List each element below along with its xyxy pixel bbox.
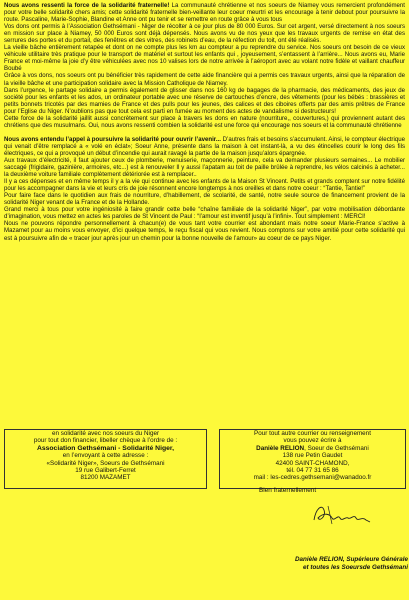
- contact-address: 138 rue Petin Gaudet: [282, 452, 343, 460]
- paragraph-call: Nous avons entendu l’appel à poursuivre la solidarité pour ouvrir l’avenir... D’autres frais et besoins s’accumulent. Ainsi, le compteur électrique qui venait d’être remplacé a « volé en éclat»; Soeur Anne, présente dans la maison à cet instant-là, a vu des étincelles courir le long des fils électriques, ce qui a provoqué un début d’incendie qui aurait ravagé la partie de la maison jusqu’alors épargnée.: [4, 135, 405, 157]
- contact-name: Danièle RELION: [256, 444, 305, 452]
- contact-email: mail : les-cedres.gethsemani@wanadoo.fr: [253, 474, 372, 482]
- paragraph-vehicle: La vieille bâche entièrement retapée et dont on ne compte plus les km au compteur a pu reprendre du service. Nos soeurs ont besoin de ce vieux véhicule utilitaire très pratique pour le transport de matériel et surtout les enfants qui , joyeusement, s’entassent à l’arrière... Nous avons eu, Marie France et moi-même la joie d’y être véhiculées avec nos 10 valises lors de notre arrivée à l’aéroport avec au volant notre fidèle et vaillant chauffeur Boubé: [4, 44, 405, 73]
- donation-address: 19 rue Galibert-Ferret: [75, 467, 136, 475]
- paragraph-thanks: Grand merci à tous pour votre ingéniosité à faire grandir cette belle “chaîne familiale de la solidarité Niger”, par votre mobilisation débordante d’imagination, vous mettez en actes les paroles de St Vincent de Paul : “l’amour est inventif jusqu’à l’infini». Tout simplement : MERCI!: [4, 206, 405, 221]
- donation-line: en l’envoyant à cette adresse :: [62, 452, 149, 460]
- paragraph-in-kind: Cette force de la solidarité jaillit aussi concrètement sur place à travers les dons en nature (nourriture,, couvertures,) qui proviennent autant des chrétiens que des musulmans. Oui, nous avons ressenti combien la solidarité est une force qui encourage nos soeurs et la communauté chrétienne: [4, 114, 405, 129]
- signature-org: et toutes les Soeursde Gethsémani: [303, 563, 408, 571]
- paragraph-funding: Pour faire face dans le quotidien aux frais de nourriture, d’habillement, de scolarité, de santé, notre seule source de financement provient de la solidarité Niger venant de la France et de la Hollande.: [4, 192, 405, 207]
- donation-city: 81200 MAZAMET: [80, 474, 131, 482]
- contact-line: vous pouvez écrire à: [283, 437, 342, 445]
- contact-city: 42400 SAINT-CHAMOND,: [275, 459, 350, 467]
- association-name: Association Gethsémani - Solidarité Niger,: [36, 444, 175, 452]
- paragraph-luggage: Dans l’urgence, le partage solidaire a permis également de glisser dans nos 160 kg de bagages de la pharmacie, des médicaments, des jeux de société pour les enfants et les ados, un ordinateur portable avec une réserve de cartouches d’encre, des vêtements (pour les bébés : brassières et petits bonnets tricotés par des mamies de France et des pulls pour les jeunes, des calices et des ciboires offerts par des amis prêtres de France pour l’Eglise du Niger. N’oublions pas que tout cela est parti en fumée au moment des actes de vandalisme si destructeurs!: [4, 86, 405, 115]
- donation-line: en solidarité avec nos soeurs du Niger: [51, 430, 160, 437]
- signoff: [208, 556, 408, 572]
- contact-name-line: Danièle RELION, Soeur de Gethsémani: [256, 444, 369, 452]
- donation-line: pour tout don financier, libeller chèque à l’ordre de :: [33, 437, 178, 445]
- paragraph-aid: Grâce à vos dons, nos soeurs ont pu bénéficier très rapidement de cette aide financière qui a permis ces travaux urgents, ainsi que la réparation de la vieille bâche et une participation solidaire avec la Mission Catholique de Niamey.: [4, 72, 405, 87]
- paragraph-children: Il y a ces dépenses et en même temps il y a la vie qui continue avec les enfants de la Maison St Vincent. Petits et grands comptent sur notre fidélité pour les accompagner dans la vie et leurs cris de joie résonnent encore longtemps à nos oreilles et dans notre coeur : “Tantie, Tantie!”: [4, 178, 405, 193]
- paragraph-donations: Vos dons ont permis à l’Association Gethsémani - Niger de récolter à ce jour plus de 80 000 Euros. Sur cet argent, versé directement à nos soeurs en mission sur place à Niamey, 50 000 Euros sont déjà dépensés. Nous avons vu de nos yeux que les travaux urgents de remise en état des serrures des portes et du portail, des fenêtres et des vitres, des robinets d’eau, de la réfection du toit, ont été réalisés.: [4, 23, 405, 45]
- donation-box: [4, 429, 207, 489]
- contact-box: [219, 429, 406, 489]
- section-heading-solidarity: Nous avons ressenti la force de la solidarité fraternelle!: [4, 2, 170, 9]
- section-heading-future: Nous avons entendu l’appel à poursuivre la solidarité pour ouvrir l’avenir...: [4, 135, 221, 143]
- paragraph-mail: Nous ne pouvons répondre personnellement à chacun(e) de vous tant votre courrier est abondant mais notre soeur Marie-France s’active à Mazamet pour au moins vous envoyer, d’ici quelque temps, le reçu fiscal qui vous revient. Nous comptons sur votre amitié pour cette solidarité qui est à poursuivre afin de « tracer jour après jour un chemin pour la bonne nouvelle de l’amour» au coeur de ce pays Niger.: [4, 220, 405, 242]
- paragraph-works: Aux travaux d’électricité, il faut ajouter ceux de plomberie, menuiserie, maçonnerie, peinture, cela va demander plusieurs semaines... Le mobilier saccagé (frigidaire, gazinière, armoires, etc...) est à renouveler Il y aussi l’apatam au toit de paille brûlée à reprendre, les vélos calcinés à acheter... la deuxième voiture familiale complètement détériorée est à remplacer..: [4, 156, 405, 179]
- donation-line: «Solidarité Niger», Soeurs de Gethsémani: [46, 459, 165, 467]
- signature-name: Danièle RELION, Supérieure Générale: [294, 556, 408, 563]
- paragraph-solidarity: Nous avons ressenti la force de la solidarité fraternelle! La communauté chrétienne et nos soeurs de Niamey vous remercient profondément pour votre belle solidarité chers amis; cette solidarité fraternelle bien-veillante leur coeur meurtri et les encourage à tenir debout pour poursuivre la route. Pascaline, Marie-Sophie, Blandine et Anne ont pu tenir et se remettre en route grâce à vous tous: [4, 2, 406, 24]
- handwritten-signature: [310, 500, 374, 528]
- closing-text: Bien fraternellement: [259, 487, 317, 494]
- contact-phone: tél. 04 77 31 65 86: [286, 467, 339, 475]
- contact-line: Pour tout autre courrier ou renseignement: [254, 430, 371, 437]
- letter-body: [4, 2, 405, 242]
